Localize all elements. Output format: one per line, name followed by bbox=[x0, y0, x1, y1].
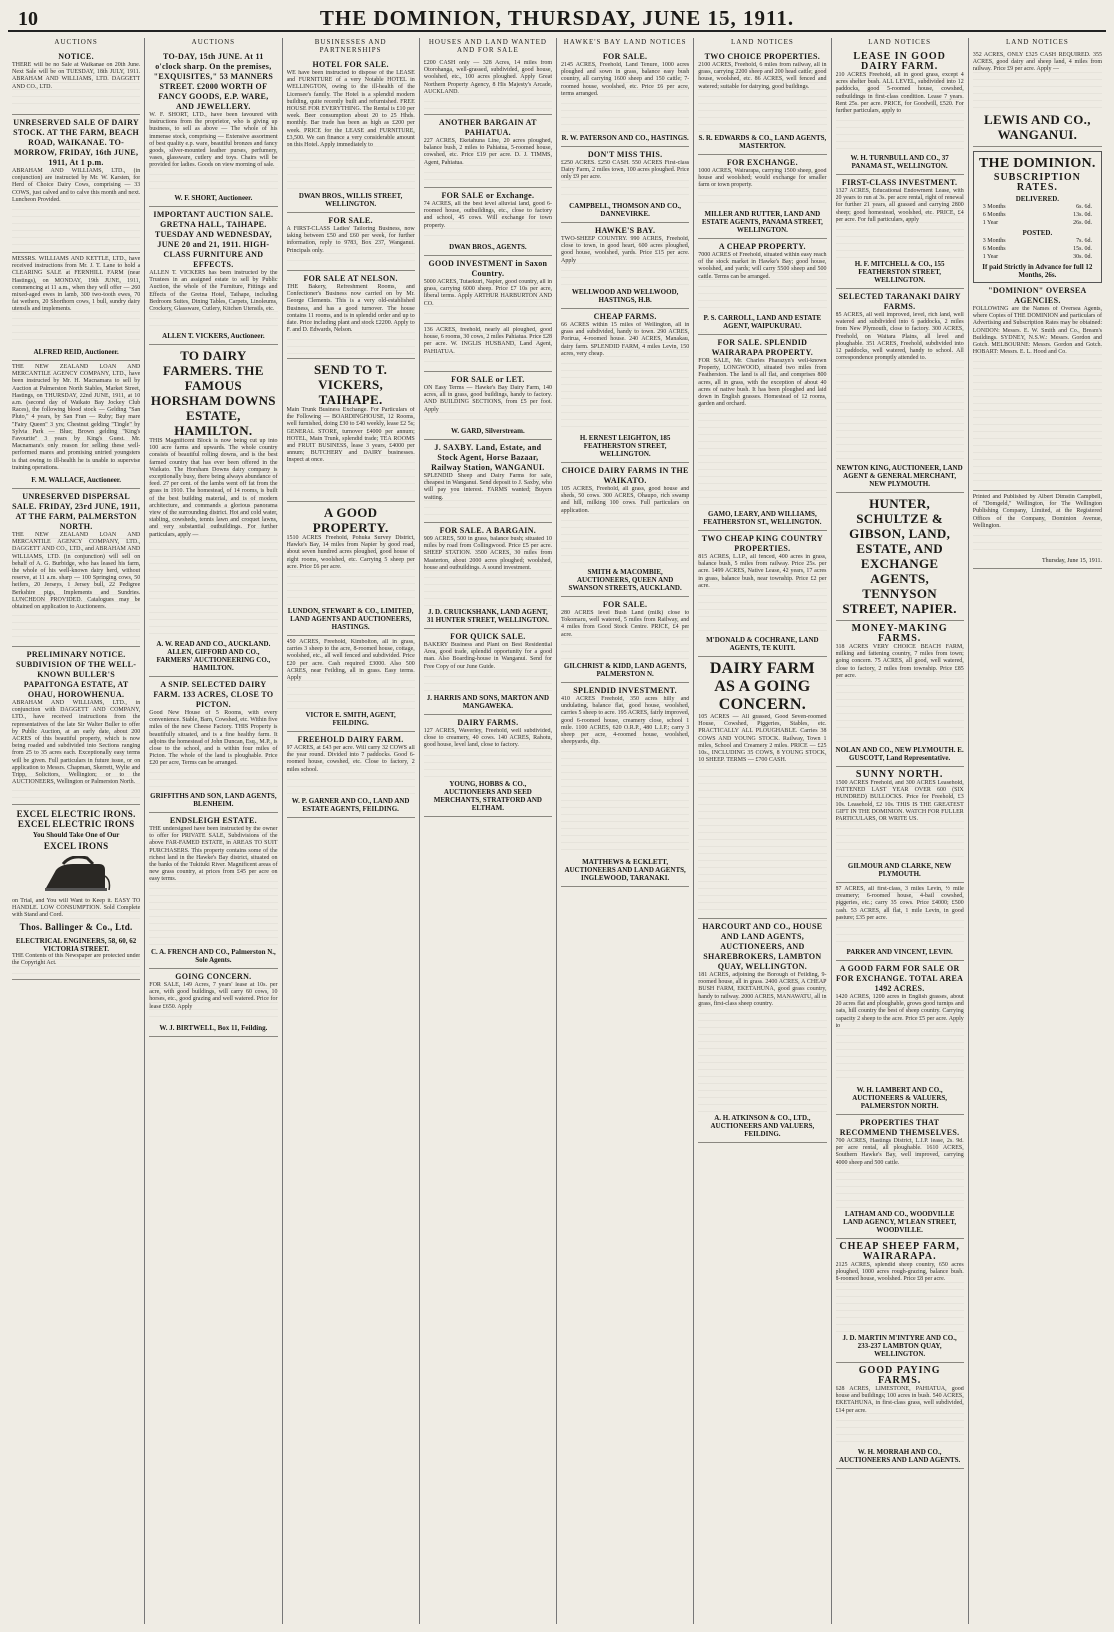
classified-ad bbox=[149, 49, 277, 207]
ad-heading: FOR SALE. bbox=[602, 52, 648, 61]
ad-text: 1420 ACRES, 1200 acres in English grasses, about 20 acres flat and ploughable, grows good turnips and oats, hill country the best of sheep country. Carrying capacity 2 sheep to the acre. Price £5 per acre. Apply to bbox=[836, 994, 964, 1084]
ad-text: 352 ACRES, ONLY £325 CASH REQUIRED. 355 ACRES, good dairy and sheep land, 4 miles from railway. Price £9 per acre. Apply — bbox=[973, 52, 1102, 112]
ad-signature: W. H. LAMBERT AND CO., AUCTIONEERS & VALUERS, PALMERSTON NORTH. bbox=[852, 1086, 948, 1110]
ad-signature: NEWTON KING, AUCTIONEER, LAND AGENT & GENERAL MERCHANT, NEW PLYMOUTH. bbox=[836, 464, 963, 488]
ad-heading: FOR SALE or LET. bbox=[451, 375, 525, 384]
page-number: 10 bbox=[18, 8, 38, 30]
classified-ad bbox=[424, 256, 552, 324]
rate-row bbox=[977, 245, 1098, 253]
ad-signature: LUNDON, STEWART & CO., LIMITED, LAND AGENTS AND AUCTIONEERS, HASTINGS. bbox=[287, 607, 414, 631]
classified-ad bbox=[973, 49, 1102, 147]
classified-ad bbox=[698, 919, 826, 1143]
rate-period: 3 Months bbox=[982, 204, 1006, 210]
rate-price: 30s. 0d. bbox=[1073, 254, 1092, 260]
rate-row bbox=[977, 253, 1098, 261]
classified-ad bbox=[836, 767, 964, 883]
ad-signature: YOUNG, HOBBS & CO., AUCTIONEERS AND SEED MERCHANTS, STRATFORD AND ELTHAM. bbox=[433, 780, 542, 812]
ad-text: THE undersigned have been instructed by the owner to offer for PRIVATE SALE, Subdivisions of the above FAR-FAMED ESTATE, in AREAS TO SUIT PURCHASERS. This property contains some of the richest land in the Hawke's Bay district, situated on the banks of the Tukituki River. Magnificent areas of new grass country, at prices from £45 per acre on easy terms. bbox=[149, 826, 277, 946]
ad-heading: HAWKE'S BAY. bbox=[594, 226, 656, 235]
ad-signature: W. P. GARNER AND CO., LAND AND ESTATE AGENTS, FEILDING. bbox=[291, 797, 410, 813]
ad-text: 450 ACRES, Freehold, Kimbolton, all in grass, carries 3 sheep to the acre, 8-roomed house, cottage, woolshed, etc., all well fenced and subdivided. Price £20 per acre. Cash required £3000. Also 500 ACRES, near Feilding, all in grass. Easy terms. Apply bbox=[287, 639, 415, 709]
ad-text: MESSRS. WILLIAMS AND KETTLE, LTD., have received instructions from Mr. J. T. Lane to hold a CLEARING SALE at FERNHILL FARM (near Hastings), on MONDAY, 19th JUNE, 1911, commencing at 11 a.m., when they will offer — 260 mixed-aged ewes in lamb, 300 two-tooth ewes, 70 fat wethers, 20 Shorthorn cows, 1 bull, sundry dairy utensils and implements. bbox=[12, 256, 140, 346]
column bbox=[420, 38, 557, 1624]
classified-ad bbox=[424, 115, 552, 188]
copyright-note: THE Contents of this Newspaper are protected under the Copyright Act. bbox=[12, 953, 140, 975]
ad-text: Good New House of 5 Rooms, with every convenience. Stable, Barn, Cowshed, etc. Within five miles of the new Cheese Factory. THIS Property is beautifully situated, and is a fine healthy farm. It adjoins the homestead of John Duncan, Esq., M.P., is close to the school, and is within four miles of Picton. The whole of the land is ploughable. Price £20 per acre, Terms can be arranged. bbox=[149, 710, 277, 790]
classified-ad bbox=[561, 683, 689, 887]
ad-text: FOLLOWING are the Names of Oversea Agents, where Copies of THE DOMINION and particulars of Advertising and Subscription Rates may be obtained: LONDON: Messrs. E. W. Smith and Co., Bream's Buildings. SYDNEY, N.S.W.: Messrs. Gordon and Gotch. MELBOURNE: Messrs. Gordon and Gotch. HOBART: Messrs. E. L. Hood and Co. bbox=[973, 306, 1102, 486]
subscription-title: THE DOMINION. bbox=[979, 156, 1096, 171]
ad-signature: W. H. MORRAH AND CO., AUCTIONEERS AND LAND AGENTS. bbox=[838, 1448, 961, 1464]
ad-text: 410 ACRES Freehold, 350 acres hilly and undulating, balance flat, good house, woolshed, carries 5 sheep to acre. 195 ACRES, fairly improved, good 6-roomed house, creamery close, school 1 mile. 1100 ACRES, 620 O.R.P., 480 L.I.P.; carry 3 sheep per acre, 4-roomed house, woolshed, sheepyards, dip. bbox=[561, 696, 689, 856]
ad-heading: SELECTED TARANAKI DAIRY FARMS. bbox=[838, 292, 961, 311]
page-columns bbox=[8, 38, 1106, 1624]
ad-signature: H. F. MITCHELL & CO., 155 FEATHERSTON STREET, WELLINGTON. bbox=[854, 260, 945, 284]
ad-text: 85 ACRES, all well improved, level, rich land, well watered and subdivided into 6 paddocks, 2 miles from New Plymouth, close to factory. 300 ACRES, Freehold, on Waitara Plains, all level and ploughable. 351 ACRES, Freehold, subdivided into 12 paddocks, well watered, handy to school. All correspondence promptly attended to. bbox=[836, 312, 964, 462]
classified-ad bbox=[424, 715, 552, 817]
classified-ad bbox=[287, 271, 415, 359]
classified-ad bbox=[149, 345, 277, 677]
ad-text: 181 ACRES, adjoining the Borough of Feilding, 9-roomed house, all in grass. 2400 ACRES, A CHEAP BUSH FARM, EKETAHUNA, good grass country, handy to railway. 2000 ACRES, MANAWATU, all in grass, first-class sheep country. bbox=[698, 972, 826, 1112]
ad-heading: J. SAXBY. Land, Estate, and Stock Agent, Horse Bazaar, Railway Station, WANGANUI. bbox=[431, 443, 545, 472]
ad-signature: R. W. PATERSON AND CO., HASTINGS. bbox=[561, 134, 689, 142]
rate-price: 15s. 0d. bbox=[1073, 246, 1092, 252]
ad-text: SPLENDID Sheep and Dairy Farms for sale, cheapest in Wanganui. Send deposit to J. Saxby, who will pay you interest. FARMS wanted; Buyers waiting. bbox=[424, 473, 552, 518]
printer-imprint bbox=[973, 491, 1102, 569]
classified-ad bbox=[12, 361, 140, 489]
ad-heading: IMPORTANT AUCTION SALE. GRETNA HALL, TAIHAPE. TUESDAY AND WEDNESDAY, JUNE 20 and 21, 1911. HIGH-CLASS FURNITURE AND EFFECTS. bbox=[153, 210, 274, 269]
classified-ad bbox=[561, 223, 689, 309]
ad-text: THERE will be no Sale at Waikanae on 20th June. Next Sale will be on TUESDAY, 18th JULY, 1911. ABRAHAM AND WILLIAMS, LTD. DAGGETT AND CO., LTD. bbox=[12, 62, 140, 110]
classified-ad bbox=[561, 463, 689, 597]
classified-ad bbox=[149, 677, 277, 813]
ad-text: £200 CASH only — 328 Acres, 14 miles from Otorohanga, well-grassed, subdivided, good house, woolshed, etc., 100 acres ploughed. Apply Great Northern Property Agency, 8 His Majesty's Arcade, AUCKLAND. bbox=[424, 60, 552, 110]
ad-signature: WELLWOOD AND WELLWOOD, HASTINGS, H.B. bbox=[571, 288, 679, 304]
ad-text: THE Bakery, Refreshment Rooms, and Confectioner's Business now carried on by Mr. George Clements. This is a very old-established Business, and has a good turnover. The house contains 11 rooms, and is in splendid order and up to date. Price including plant and stock £2200. Apply to F. and D. Edwards, Nelson. bbox=[287, 284, 415, 354]
column-heading: HOUSES AND LAND WANTED AND FOR SALE bbox=[428, 38, 547, 54]
ad-heading: NOTICE. bbox=[58, 52, 94, 61]
ad-heading: "DOMINION" OVERSEA AGENCIES. bbox=[988, 286, 1087, 305]
ad-heading: TO-DAY, 15th JUNE. At 11 o'clock sharp. On the premises, "EXQUISITES," 53 MANNERS STREET. £2000 WORTH OF FANCY GOODS, E.P. WARE, AND JEWELLERY. bbox=[153, 52, 274, 111]
classified-ad bbox=[12, 49, 140, 115]
column-heading: BUSINESSES AND PARTNERSHIPS bbox=[314, 38, 387, 54]
ad-heading: HOTEL FOR SALE. bbox=[312, 60, 389, 69]
ad-heading: DON'T MISS THIS. bbox=[587, 150, 663, 159]
ad-signature: J. D. CRUICKSHANK, LAND AGENT, 31 HUNTER STREET, WELLINGTON. bbox=[426, 608, 549, 624]
ad-signature: GILCHRIST & KIDD, LAND AGENTS, PALMERSTON N. bbox=[563, 662, 687, 678]
ad-heading: FOR SALE. SPLENDID WAIRARAPA PROPERTY. bbox=[711, 338, 814, 357]
ad-heading: FOR SALE or Exchange. bbox=[441, 191, 535, 200]
ad-heading: TWO CHEAP KING COUNTRY PROPERTIES. bbox=[701, 534, 823, 553]
ad-heading: GOOD PAYING FARMS. bbox=[858, 1365, 941, 1386]
column-heading: LAND NOTICES bbox=[1006, 38, 1069, 46]
classified-ad bbox=[698, 49, 826, 155]
electric-iron-illustration bbox=[41, 856, 111, 896]
ad-heading: HARCOURT AND CO., HOUSE AND LAND AGENTS, AUCTIONEERS, AND SHAREBROKERS, LAMBTON QUAY, WELLINGTON. bbox=[702, 922, 823, 971]
classified-ad bbox=[12, 253, 140, 361]
rate-row bbox=[977, 237, 1098, 245]
excel-iron-advertisement bbox=[12, 805, 140, 980]
ad-heading: FOR EXCHANGE. bbox=[726, 158, 798, 167]
ad-text: 2125 ACRES, splendid sheep country, 650 acres ploughed, 1000 acres rough-grazing, balance bush. 8-roomed house, woolshed. Price £8 per acre. bbox=[836, 1262, 964, 1332]
ad-heading: FOR SALE. A BARGAIN. bbox=[439, 526, 537, 535]
classified-ad bbox=[424, 440, 552, 523]
ad-heading: FOR QUICK SALE. bbox=[450, 632, 526, 641]
ad-heading: CHEAP FARMS. bbox=[593, 312, 657, 321]
ad-heading: A CHEAP PROPERTY. bbox=[718, 242, 806, 251]
advertiser-name: Thos. Ballinger & Co., Ltd. bbox=[19, 922, 133, 932]
column-heading: LAND NOTICES bbox=[731, 38, 794, 46]
ad-signature: J. D. MARTIN M'INTYRE AND CO., 233-237 LAMBTON QUAY, WELLINGTON. bbox=[842, 1334, 957, 1358]
ad-heading: TWO CHOICE PROPERTIES. bbox=[704, 52, 821, 61]
classified-ad bbox=[698, 155, 826, 239]
ad-text: BAKERY Business and Plant on Best Residential Area, good trade, splendid opportunity for a good man. Also Boarding-house in Wanganui. Send for Free Copy of our June Guide. bbox=[424, 642, 552, 692]
ad-heading: PROPERTIES THAT RECOMMEND THEMSELVES. bbox=[839, 1118, 960, 1137]
ad-signature: GAMO, LEARY, AND WILLIAMS, FEATHERSTON ST., WELLINGTON. bbox=[703, 510, 822, 526]
ad-heading: SEND TO T. VICKERS, TAIHAPE. bbox=[314, 362, 388, 407]
classified-ad bbox=[424, 324, 552, 372]
ad-heading: GOING CONCERN. bbox=[175, 972, 252, 981]
ad-signature: F. M. WALLACE, Auctioneer. bbox=[31, 476, 122, 484]
ad-text: 5000 ACRES, Tutaekuri, Napier, good country, all in grass, carrying 6000 sheep. Price £7 10s per acre, liberal terms. Apply ARTHUR HARBURTON AND CO. bbox=[424, 279, 552, 319]
masthead bbox=[8, 6, 1106, 32]
ad-heading: HUNTER, SCHULTZE & GIBSON, LAND, ESTATE, AND EXCHANGE AGENTS, TENNYSON STREET, NAPIER. bbox=[842, 496, 957, 616]
ad-text: A FIRST-CLASS Ladies' Tailoring Business, now taking between £50 and £60 per week, for further information, reply to 9783, Box 237, Wanganui. Principals only. bbox=[287, 226, 415, 266]
subscription-rates-box bbox=[973, 151, 1102, 283]
ad-heading: A SNIP. SELECTED DAIRY FARM. 133 ACRES, CLOSE TO PICTON. bbox=[153, 680, 274, 709]
column bbox=[283, 38, 420, 1624]
classified-ad bbox=[424, 629, 552, 715]
ad-signature: C. A. FRENCH AND CO., Palmerston N., Sole Agents. bbox=[150, 948, 276, 964]
ad-heading: CHEAP SHEEP FARM, WAIRARAPA. bbox=[839, 1241, 960, 1262]
rate-row bbox=[977, 211, 1098, 219]
ad-text: 97 ACRES, at £43 per acre. Will carry 32 COWS all the year round. Divided into 7 paddocks. Good 6-roomed house, cowshed, etc. Close to factory, 2 miles school. bbox=[287, 745, 415, 795]
ad-text: 2145 ACRES, Freehold, Land Tenure, 1000 acres ploughed and sown in grass, balance easy bush country, all carrying 1600 sheep and 150 cattle; 7-roomed house, woolshed, etc. Price £6 per acre, terms arranged. bbox=[561, 62, 689, 132]
rate-price: 6s. 6d. bbox=[1076, 204, 1092, 210]
ad-text: 1500 ACRES Freehold, and 300 ACRES Leasehold, FATTENED LAST YEAR OVER 600 (SIX HUNDRED) BULLOCKS. Price for Freehold, £3 10s. Leasehold, £2 10s. THIS IS THE GREATEST GIFT IN THE DOMINION. WATCH FOR FULLER PARTICULARS, OR WRITE US. bbox=[836, 780, 964, 860]
classified-ad bbox=[698, 335, 826, 531]
ad-heading: ANOTHER BARGAIN AT PAHIATUA. bbox=[439, 118, 537, 137]
ad-heading: FOR SALE. bbox=[328, 216, 373, 225]
ad-text: WE have been instructed to dispose of the LEASE and FURNITURE of a very Notable HOTEL in WELLINGTON, owing to the ill-health of the Licensee's family. The Hotel is a splendid modern building, quite recently built and refurnished. FREE HOUSE FOR EVERYTHING. The Rental is £10 per week. Beer consumption about 20 to 25 Hhds. monthly. Bar trade has been as high as £200 per week. PRICE for the LEASE and FURNITURE, £3,500. We can finance a very considerable amount on this Hotel. Apply immediately to bbox=[287, 70, 415, 190]
ad-heading: FREEHOLD DAIRY FARM. bbox=[297, 735, 404, 744]
rate-row bbox=[977, 203, 1098, 211]
ad-text: W. F. SHORT, LTD., have been favoured with instructions from the proprietor, who is giving up business, to sell as above — The whole of his immense stock, comprising — Extensive assortment of best quality e.p. ware, beautiful bronzes and fancy goods, silver-mounted leather purses, perfumery, vases, glassware, cutlery and toys. Chairs will be provided for ladies. Goods on view morning of sale. bbox=[149, 112, 277, 192]
ad-text: 1000 ACRES, Wairarapa, carrying 1500 sheep, good house and woolshed; would exchange for smaller farm or town property. bbox=[698, 168, 826, 208]
classified-ad bbox=[287, 502, 415, 636]
ad-text: ON Easy Terms — Hawke's Bay Dairy Farm, 140 acres, all in grass, good buildings, handy to factory. AND BUILDING SECTIONS, from £5 per foot. Apply bbox=[424, 385, 552, 425]
ad-signature: LATHAM AND CO., WOODVILLE LAND AGENCY, M'LEAN STREET, WOODVILLE. bbox=[843, 1210, 957, 1234]
ad-heading: DAIRY FARM AS A GOING CONCERN. bbox=[709, 660, 815, 713]
classified-ad bbox=[836, 49, 964, 175]
column bbox=[694, 38, 831, 1624]
classified-ad bbox=[287, 359, 415, 502]
ad-text: 227 ACRES, Eketahuna Line, 20 acres ploughed, balance bush, 2 miles to Pahiatua, 5-roomed house, cowshed, etc. Price £19 per acre. D. J. TIMMS, Agent, Pahiatua. bbox=[424, 138, 552, 183]
ad-heading: UNRESERVED SALE OF DAIRY STOCK. AT THE FARM, BEACH ROAD, WAIKANAE. TO-MORROW, FRIDAY, 16th JUNE, 1911, At 1 p.m. bbox=[13, 118, 140, 167]
ad-signature: M'DONALD & COCHRANE, LAND AGENTS, TE KUITI. bbox=[706, 636, 819, 652]
ad-text: ALLEN T. VICKERS has been instructed by the Trustees in an assigned estate to sell by Public Auction, the whole of the Furniture, Fittings and Effects of the Gretna Hotel, Taihape, including Bedroom Suites, Dining Tables, Carpets, Linoleums, Crockery, Glassware, Cutlery, Kitchen Utensils, etc. bbox=[149, 270, 277, 330]
column bbox=[557, 38, 694, 1624]
ad-heading: A GOOD FARM FOR SALE OR FOR EXCHANGE. TOTAL AREA 1492 ACRES. bbox=[836, 964, 964, 993]
classified-ad bbox=[561, 49, 689, 147]
ad-signature: W. F. SHORT, Auctioneer. bbox=[174, 194, 253, 202]
column bbox=[969, 38, 1106, 1624]
ad-text: 136 ACRES, freehold, nearly all ploughed, good house, 6 rooms, 30 cows, 2 miles Pahiatua. Price £28 per acre. W. INGLIS HUSBAND, Land Agent, PAHIATUA. bbox=[424, 327, 552, 367]
ad-text: 210 ACRES Freehold, all in good grass, except 4 acres shelter bush. ALL LEVEL, subdivided into 12 paddocks, good 5-roomed house, cowshed, outbuildings in first-class condition. Lease 7 years. Rent 25s. per acre. PRICE, for Goodwill, £520. For further particulars, apply to bbox=[836, 72, 964, 152]
ad-signature: W. H. TURNBULL AND CO., 37 PANAMA ST., WELLINGTON. bbox=[850, 154, 949, 170]
ad-text: 1327 ACRES, Educational Endowment Lease, with 20 years to run at 3s. per acre rental, right of renewal for further 21 years, all grassed and carrying 2800 sheep; good homestead, woolshed, etc. PRICE, £4 per acre. For full particulars, apply bbox=[836, 188, 964, 258]
ad-text: THIS Magnificent Block is now being cut up into 100 acre farms and upwards. The whole country consists of beautiful rolling downs, and is the best farmed country that has ever been offered in the Waikato. The Horsham Downs dairy company is exceptionally busy, there being always abundance of feed. 27 per cent. of the lambs went off fat from the grass in 1910. The homestead, of 14 rooms, is built of the best building material, and is of modern architecture, and commands a glorious panorama view of the surrounding district. Hot and cold water, stabling, cowsheds, tennis lawn and croquet lawns, and very substantial outbuildings. For further particulars, apply — bbox=[149, 438, 277, 638]
ad-signature: NOLAN AND CO., NEW PLYMOUTH. E. GUSCOTT, Land Representative. bbox=[835, 746, 964, 762]
classified-ad bbox=[836, 493, 964, 621]
rate-price: 13s. 0d. bbox=[1073, 212, 1092, 218]
column-heading: HAWKE'S BAY LAND NOTICES bbox=[563, 38, 687, 46]
column bbox=[832, 38, 969, 1624]
classified-ad bbox=[12, 115, 140, 253]
ad-heading: UNRESERVED DISPERSAL SALE. FRIDAY, 23rd JUNE, 1911, AT THE FARM, PALMERSTON NORTH. bbox=[12, 492, 141, 531]
ad-text: 7000 ACRES of Freehold, situated within easy reach of the stock market in Hawke's Bay; good house, woolshed, and yards; will carry 5500 sheep and 500 cattle. Terms can be arranged. bbox=[698, 252, 826, 312]
classified-ad bbox=[424, 523, 552, 629]
ad-signature: S. R. EDWARDS & CO., LAND AGENTS, MASTERTON. bbox=[698, 134, 827, 150]
ad-text: TWO-SHEEP COUNTRY. 990 ACRES, Freehold, close to town, in good heart, 600 acres ploughed, good house, woolshed, yards. Price £15 per acre. Apply bbox=[561, 236, 689, 286]
classified-ad bbox=[12, 489, 140, 647]
ad-heading: EXCEL ELECTRIC IRONS bbox=[17, 819, 135, 829]
classified-ad bbox=[836, 1239, 964, 1363]
classified-ad bbox=[424, 372, 552, 440]
ad-heading: FOR SALE. bbox=[602, 600, 648, 609]
ad-heading: PRELIMINARY NOTICE. SUBDIVISION OF THE WELL-KNOWN BULLER'S PAPAITONGA ESTATE, AT OHAU, HOROWHENUA. bbox=[16, 650, 137, 699]
ad-text: Printed and Published by Albert Dimstin Campbell, of "Domgeld," Wellington, for The Wellington Publishing Company, Limited, at the Registered Offices of the Company, Dominion Avenue, Wellington. bbox=[973, 494, 1102, 554]
ad-text: 700 ACRES, Hastings District, L.I.P. lease, 2s. 9d. per acre rental, all ploughable. 1610 ACRES, Southern Hawke's Bay, well improved, carrying 4000 sheep and 500 cattle. bbox=[836, 1138, 964, 1208]
ad-text: 105 ACRES — All grassed, Good Seven-roomed House, Cowshed, Piggeries, Stables, etc. PRACTICALLY ALL PLOUGHABLE. Carries 38 COWS AND YOUNG STOCK. Railway, Town 1 miles, School and Creamery 2 miles. PRICE — £25 10s., INCLUDING 35 COWS, 8 YOUNG STOCK, 10 SHEEP. TERMS — £700 CASH. bbox=[698, 714, 826, 914]
classified-ad bbox=[836, 289, 964, 493]
ad-text: on Trial, and You will Want to Keep it. EASY TO HANDLE. LOW CONSUMPTION. Sold Complete with Stand and Cord. bbox=[12, 898, 141, 919]
ad-signature: A. W. READ AND CO., AUCKLAND. ALLEN, GIFFORD AND CO., FARMERS' AUCTIONEERING CO., HAMILTON. bbox=[156, 640, 271, 672]
rate-price: 7s. 6d. bbox=[1076, 238, 1092, 244]
ad-heading: DAIRY FARMS. bbox=[457, 718, 519, 727]
ad-text: FOR SALE, 149 Acres, 7 years' lease at 10s. per acre, with good buildings, will carry 60 cows, 10 horses, etc., good grazing and well watered. Price for lease £650. Apply bbox=[149, 982, 277, 1022]
ad-text: £250 ACRES. £250 CASH. 550 ACRES First-class Dairy Farm, 2 miles town, 100 acres ploughed. Price only £9 per acre. bbox=[561, 160, 689, 200]
rate-period: 3 Months bbox=[982, 238, 1006, 244]
ad-text: 1510 ACRES Freehold, Pohuka Survey District, Hawke's Bay, 14 miles from Napier by good road, about seven hundred acres ploughed, good house of eight rooms, woolshed, etc. Carrying 5 sheep per acre. Price £6 per acre. bbox=[287, 535, 415, 605]
ad-text: ABRAHAM AND WILLIAMS, LTD., in conjunction with DAGGETT AND COMPANY, LTD., have received instructions from the representatives of the late Sir Walter Buller to offer by Public Auction, at an early date, about 200 ACRES of this beautiful property, which is now being roaded and subdivided into Sections ranging from 25 to 35 acres each. Exceptionally easy terms will be given. Full particulars in future issue, or on application to Messrs. Chapman, Skerrett, Wylie and Tripp, Solicitors, Wellington; or to the AUCTIONEERS, Wellington or Palmerston North. bbox=[12, 700, 140, 800]
ad-signature: PARKER AND VINCENT, LEVIN. bbox=[846, 948, 953, 956]
rate-period: 6 Months bbox=[982, 212, 1006, 218]
ad-text: ABRAHAM AND WILLIAMS, LTD., (in conjunction) are instructed by Mr. W. Karsten, for Herd of Choice Dairy Cows, comprising — 33 COWS, just calved and to calve this month and next. Luncheon Provided. bbox=[12, 168, 140, 248]
ad-signature: LEWIS AND CO., WANGANUI. bbox=[983, 112, 1091, 142]
rate-period: 6 Months bbox=[982, 246, 1006, 252]
ad-signature: A. H. ATKINSON & CO., LTD., AUCTIONEERS AND VALUERS, FEILDING. bbox=[710, 1114, 815, 1138]
classified-ad bbox=[561, 309, 689, 463]
ad-text: 318 ACRES VERY CHOICE BEACH FARM, milking and fattening country, 7 miles from town; going concern. 75 ACRES, all good, well watered, close to factory, 2 miles from township. Price £85 per acre. bbox=[836, 644, 964, 744]
classified-ad bbox=[836, 175, 964, 289]
rate-period: 1 Year bbox=[982, 254, 999, 260]
ad-text: 815 ACRES, L.I.P., all fenced, 400 acres in grass, balance bush, 5 miles from railway. Price 25s. per acre. 1499 ACRES, Native Lease, 42 years, 17 acres in grass, balance bush, near township. Price £2 per acre. bbox=[698, 554, 826, 634]
ad-heading: TO DAIRY FARMERS. THE FAMOUS HORSHAM DOWNS ESTATE, HAMILTON. bbox=[150, 348, 276, 438]
classified-ad bbox=[287, 57, 415, 213]
classified-ad bbox=[287, 636, 415, 732]
ad-signature: SMITH & MACOMBIE, AUCTIONEERS, QUEEN AND SWANSON STREETS, AUCKLAND. bbox=[568, 568, 682, 592]
ad-heading: ENDSLEIGH ESTATE. bbox=[169, 816, 257, 825]
ad-signature: GRIFFITHS AND SON, LAND AGENTS, BLENHEIM. bbox=[150, 792, 277, 808]
posted-heading: POSTED. bbox=[1022, 229, 1053, 237]
classified-ad bbox=[561, 147, 689, 223]
classified-ad bbox=[698, 239, 826, 335]
column-heading: AUCTIONS bbox=[191, 38, 236, 46]
ad-text: THE NEW ZEALAND LOAN AND MERCANTILE AGENCY COMPANY, LTD., have been instructed by Mr. H. Macnamara to sell by Auction at Palmerston North Stables, Market Street, Hastings, on THURSDAY, 22nd JUNE, 1911, at 10 a.m. (second day of Waikato Bay Jockey Club Races), the following blood stock — Gelding "San Pluto," 4 years, by San Fran — Ruby; Bay mare "Fairy Queen" 3 yrs; Chestnut gelding "Tingle" by Sylvia Park — Blue; Brown gelding "King's Favourite" 3 years by King's Guest. Mr. Macnamara's only reason for selling these well-performed mares and promising untried youngsters is that owing to ill-health he is unable to supervise training operations. bbox=[12, 364, 140, 474]
newspaper-title: THE DOMINION, THURSDAY, JUNE 15, 1911. bbox=[319, 6, 795, 30]
classified-ad bbox=[12, 647, 140, 805]
classified-ad bbox=[561, 597, 689, 683]
ad-heading: LEASE IN GOOD DAIRY FARM. bbox=[853, 51, 946, 72]
classified-ad bbox=[287, 732, 415, 818]
ad-heading: MONEY-MAKING FARMS. bbox=[851, 623, 948, 644]
ad-text: 628 ACRES, LIMESTONE, PAHIATUA, good house and buildings; 100 acres in bush. 540 ACRES, EKETAHUNA, in first-class grass, well subdivided, £14 per acre. bbox=[836, 1386, 964, 1446]
classified-ad bbox=[836, 961, 964, 1115]
delivered-heading: DELIVERED. bbox=[1015, 195, 1060, 203]
ad-text: 127 ACRES, Waverley, Freehold, well subdivided, close to creamery, 40 cows. 140 ACRES, Rahotu, good house, level land, close to factory. bbox=[424, 728, 552, 778]
ad-heading: EXCEL ELECTRIC IRONS. bbox=[16, 809, 136, 819]
classified-ad bbox=[698, 657, 826, 919]
classified-ad bbox=[149, 813, 277, 969]
ad-signature: CAMPBELL, THOMSON AND CO., DANNEVIRKE. bbox=[569, 202, 682, 218]
classified-ad bbox=[836, 1363, 964, 1469]
ad-text: 105 ACRES, Freehold, all grass, good house and sheds, 50 cows. 300 ACRES, Ohaupo, rich swamp and hill, milking 100 cows. Full particulars on application. bbox=[561, 486, 689, 566]
ad-signature: MILLER AND RUTTER, LAND AND ESTATE AGENTS, PANAMA STREET, WELLINGTON. bbox=[701, 210, 823, 234]
ad-heading: SPLENDID INVESTMENT. bbox=[573, 686, 677, 695]
ad-signature: DWAN BROS., AGENTS. bbox=[449, 243, 527, 251]
ad-heading: A GOOD PROPERTY. bbox=[312, 505, 389, 535]
column-heading: AUCTIONS bbox=[54, 38, 98, 46]
ad-text: 909 ACRES, 500 in grass, balance bush; situated 10 miles by road from Collingwood. Price £5 per acre. SHEEP STATION. 3500 ACRES, 30 miles from Masterton, about 2000 acres ploughed; woolshed, house and outbuildings. A sound investment. bbox=[424, 536, 552, 606]
ad-signature: MATTHEWS & ECKLETT, AUCTIONEERS AND LAND AGENTS, INGLEWOOD, TARANAKI. bbox=[564, 858, 686, 882]
ad-signature: VICTOR E. SMITH, AGENT, FEILDING. bbox=[305, 711, 396, 727]
ad-heading: GOOD INVESTMENT in Saxon Country. bbox=[428, 259, 548, 278]
classified-ad bbox=[149, 207, 277, 345]
ad-text: 2100 ACRES, Freehold, 6 miles from railway, all in grass, carrying 2200 sheep and 200 head cattle; good house, woolshed, etc. 86 ACRES, well fenced and watered; suitable for dairying, good buildings. bbox=[698, 62, 826, 132]
ad-signature: ALLEN T. VICKERS, Auctioneer. bbox=[162, 332, 265, 340]
ad-text: Main Trunk Business Exchange. For Particulars of the Following — BOARDINGHOUSE, 12 Rooms, well furnished, doing £30 to £40 weekly, lease £2 5s; GENERAL STORE, turnover £4000 per annum; HOTEL, Main Trunk, splendid trade; TEA ROOMS and FRUIT BUSINESS, lease 3 years, £4000 per annum; BUTCHERY and DAIRY businesses. Inspect at once. bbox=[287, 407, 415, 497]
ad-text: 74 ACRES, all the best level alluvial land, good 6-roomed house, outbuildings, etc., close to factory and school, 45 cows. Will exchange for town property. bbox=[424, 201, 552, 241]
subscription-subtitle: SUBSCRIPTION RATES. bbox=[993, 172, 1081, 193]
ad-subline: You Should Take One of Our bbox=[32, 831, 120, 839]
classified-ad bbox=[836, 1115, 964, 1239]
ad-signature: GILMOUR AND CLARKE, NEW PLYMOUTH. bbox=[847, 862, 952, 878]
ad-heading: CHOICE DAIRY FARMS IN THE WAIKATO. bbox=[561, 466, 689, 485]
classified-ad bbox=[287, 213, 415, 271]
column-heading: LAND NOTICES bbox=[868, 38, 931, 46]
ad-signature: ALFRED REID, Auctioneer. bbox=[33, 348, 119, 356]
classified-ad bbox=[149, 969, 277, 1037]
ad-heading: FOR SALE AT NELSON. bbox=[303, 274, 398, 283]
classified-ad bbox=[836, 621, 964, 767]
ad-signature: J. HARRIS AND SONS, MARTON AND MANGAWEKA. bbox=[426, 694, 550, 710]
rate-price: 26s. 0d. bbox=[1073, 220, 1092, 226]
rate-period: 1 Year bbox=[982, 220, 999, 226]
ad-text: FOR SALE, Mr. Charles Pharazyn's well-known Property, LONGWOOD, situated two miles from Featherston. The land is all flat, and comprises 800 acres, all in grass, with the exception of about 40 acres of native bush. It has been ploughed and laid down in English grasses. Homestead of 12 rooms, garden and orchard. bbox=[698, 358, 826, 508]
classified-ad bbox=[698, 531, 826, 657]
column bbox=[145, 38, 282, 1624]
ad-signature: P. S. CARROLL, LAND AND ESTATE AGENT, WAIPUKURAU. bbox=[703, 314, 822, 330]
oversea-agencies bbox=[973, 283, 1102, 491]
column bbox=[8, 38, 145, 1624]
ad-text: 280 ACRES level Bush Land (milk) close to Tokomaru, well watered, 5 miles from Railway, and 4 miles from Good Stock Centre. PRICE, £4 per acre. bbox=[561, 610, 689, 660]
rate-row bbox=[977, 219, 1098, 227]
ad-signature: W. GARD, Silverstream. bbox=[451, 427, 525, 435]
ad-text: 87 ACRES, all first-class, 3 miles Levin, ½ mile creamery; 6-roomed house, 4-bail cowshed, piggeries, etc.; carry 35 cows. Price £4000; £500 cash. 53 ACRES, all flat, 1 mile Levin, in good pasture; £35 per acre. bbox=[836, 886, 964, 946]
classified-ad bbox=[836, 883, 964, 961]
ad-signature: W. J. BIRTWELL, Box 11, Feilding. bbox=[159, 1024, 268, 1032]
ad-heading: FIRST-CLASS INVESTMENT. bbox=[841, 178, 958, 187]
ad-text: THE NEW ZEALAND LOAN AND MERCANTILE AGENCY COMPANY, LTD., DAGGETT AND CO., LTD., and ABRAHAM AND WILLIAMS, LTD. (in conjunction) will sell on behalf of A. G. Burbidge, who has leased his farm, the whole of his well-known dairy herd, without reserve, at 11 a.m. sharp — 100 Springing cows, 50 heifers, 20 Jerseys, 1 Jersey bull, 22 Pedigree Berkshire pigs, Implements and Sundries. LUNCHEON PROVIDED. Catalogues may be obtained on application to Auctioneers. bbox=[12, 532, 140, 642]
ad-signature: DWAN BROS., WILLIS STREET, WELLINGTON. bbox=[298, 192, 403, 208]
classified-ad bbox=[424, 188, 552, 256]
ad-heading: EXCEL IRONS bbox=[43, 841, 109, 851]
ad-text: 66 ACRES within 15 miles of Wellington, all in grass and subdivided, handy to town. 290 ACRES, Porirua, 4-roomed house. 240 ACRES, Manakau, dairy farm. SPLENDID FARM, 4 miles Levin, 150 acres, very cheap. bbox=[561, 322, 689, 432]
advertiser-address: ELECTRICAL ENGINEERS, 58, 60, 62 VICTORIA STREET. bbox=[15, 937, 137, 953]
ad-heading: SUNNY NORTH. bbox=[855, 769, 944, 780]
subscription-note: If paid Strictly in Advance for full 12 Months, 26s. bbox=[982, 263, 1093, 279]
ad-signature: H. ERNEST LEIGHTON, 185 FEATHERSTON STREET, WELLINGTON. bbox=[579, 434, 671, 458]
publication-date: Thursday, June 15, 1911. bbox=[1041, 558, 1102, 564]
classified-ad bbox=[424, 57, 552, 115]
